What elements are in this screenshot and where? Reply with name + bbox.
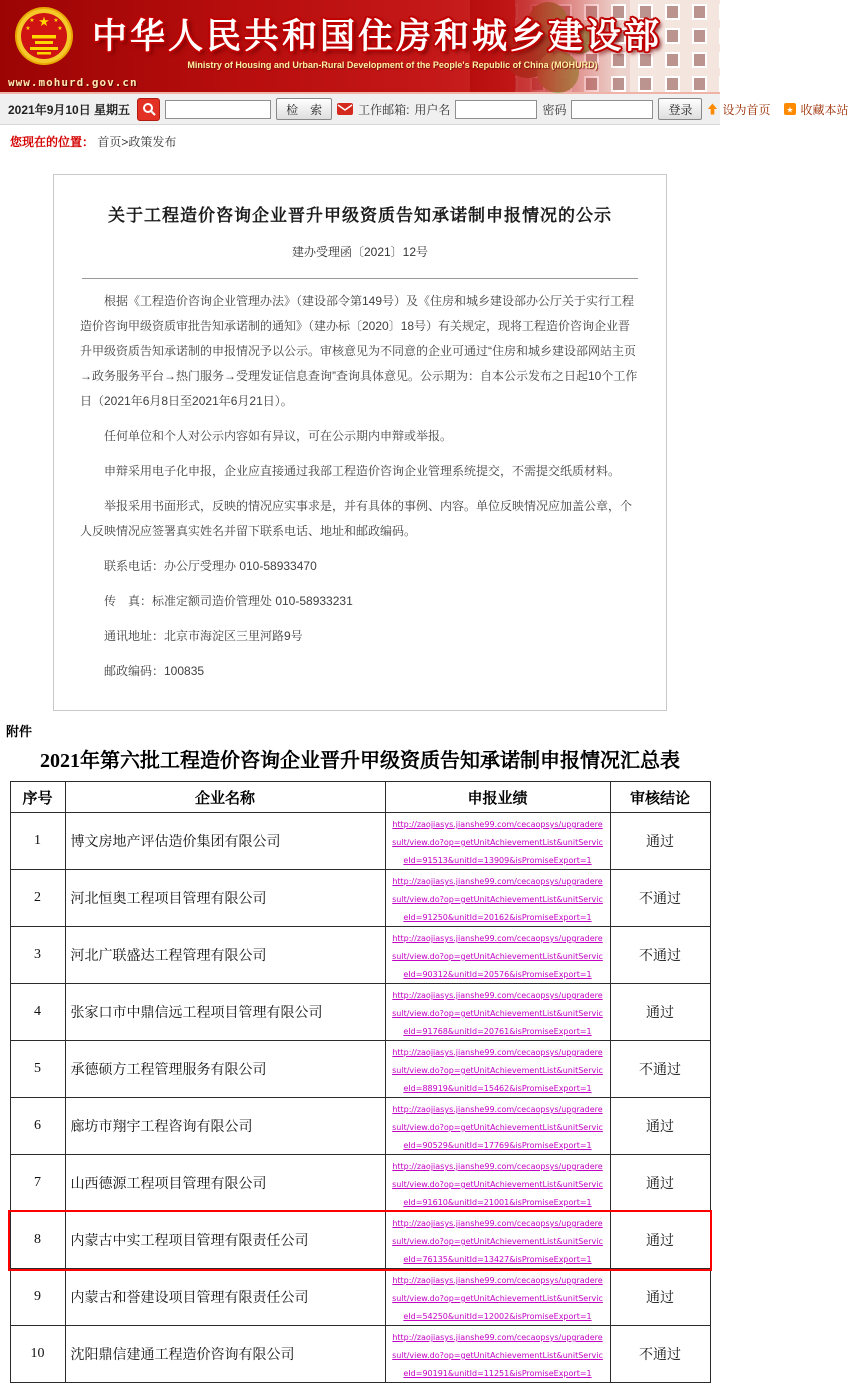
table-row (10, 1326, 710, 1383)
favorite-link[interactable]: 收藏本站 (800, 102, 849, 117)
col-header-company: 企业名称 (65, 782, 385, 813)
table-row (10, 927, 710, 984)
notice-paragraph: 申辩采用电子化申报，企业应直接通过我部工程造价咨询企业管理系统提交，不需提交纸质材料。 (104, 464, 621, 478)
company-name: 山西德源工程项目管理有限公司 (65, 1155, 385, 1212)
performance-link[interactable]: http://zaojiasys.jianshe99.com/cecaopsys/upgraderesult/view.do?op=getUnitAchievementList&unitServiceId=91768&unitId=20761&isPromiseExport=1 (392, 991, 603, 1036)
review-result: 通过 (610, 1269, 710, 1326)
row-no: 6 (10, 1098, 65, 1155)
site-header (0, 0, 720, 92)
breadcrumb-label: 您现在的位置： (10, 135, 95, 149)
row-no: 1 (10, 813, 65, 870)
national-emblem-icon (13, 5, 75, 67)
application-table (10, 781, 711, 1383)
contact-address: 通讯地址：北京市海淀区三里河路9号 (104, 629, 303, 643)
table-body (10, 813, 710, 1383)
notice-paragraph: 举报采用书面形式，反映的情况应实事求是，并有具体的事例、内容。单位反映情况应加盖公章，个人反映情况应签署真实姓名并留下联系电话、地址和邮政编码。 (80, 499, 633, 538)
table-row (10, 1155, 710, 1212)
row-no: 3 (10, 927, 65, 984)
review-result: 不通过 (610, 927, 710, 984)
performance-link[interactable]: http://zaojiasys.jianshe99.com/cecaopsys/upgraderesult/view.do?op=getUnitAchievementList&unitServiceId=88919&unitId=15462&isPromiseExport=1 (392, 1048, 603, 1093)
review-result: 不通过 (610, 1041, 710, 1098)
row-no: 2 (10, 870, 65, 927)
review-result: 不通过 (610, 1326, 710, 1383)
attachment-label: 附件 (6, 724, 33, 739)
performance-link[interactable]: http://zaojiasys.jianshe99.com/cecaopsys/upgraderesult/view.do?op=getUnitAchievementList&unitServiceId=91610&unitId=21001&isPromiseExport=1 (392, 1162, 603, 1207)
svg-text:★: ★ (29, 18, 35, 24)
company-name: 张家口市中鼎信远工程项目管理有限公司 (65, 984, 385, 1041)
col-header-result: 审核结论 (610, 782, 710, 813)
row-no: 5 (10, 1041, 65, 1098)
site-search-input[interactable] (165, 100, 271, 119)
favorite-icon (784, 103, 796, 115)
company-name: 承德硕方工程管理服务有限公司 (65, 1041, 385, 1098)
company-name: 内蒙古中实工程项目管理有限责任公司 (65, 1212, 385, 1269)
table-row-highlighted (10, 1212, 710, 1269)
review-result: 通过 (610, 1155, 710, 1212)
svg-text:★: ★ (53, 18, 59, 24)
contact-postcode: 邮政编码：100835 (104, 664, 205, 678)
site-subtitle-en: Ministry of Housing and Urban-Rural Development of the People's Republic of China (MOHURD) (187, 60, 598, 70)
mail-icon (337, 103, 353, 115)
review-result: 通过 (610, 1212, 710, 1269)
row-no: 8 (10, 1212, 65, 1269)
set-home-link[interactable]: 设为首页 (722, 102, 771, 117)
set-home-icon (707, 103, 718, 115)
col-header-performance: 申报业绩 (385, 782, 610, 813)
row-no: 4 (10, 984, 65, 1041)
company-name: 河北广联盛达工程管理有限公司 (65, 927, 385, 984)
row-no: 10 (10, 1326, 65, 1383)
svg-text:★: ★ (25, 26, 31, 32)
notice-document (53, 174, 667, 711)
username-label: 用户名 (414, 102, 451, 117)
table-row (10, 1041, 710, 1098)
contact-phone: 联系电话：办公厅受理办 010-58933470 (104, 559, 317, 573)
table-row (10, 813, 710, 870)
performance-link[interactable]: http://zaojiasys.jianshe99.com/cecaopsys/upgraderesult/view.do?op=getUnitAchievementList&unitServiceId=90191&unitId=11251&isPromiseExport=1 (392, 1333, 603, 1378)
search-icon[interactable] (137, 98, 160, 121)
performance-link[interactable]: http://zaojiasys.jianshe99.com/cecaopsys/upgraderesult/view.do?op=getUnitAchievementList&unitServiceId=54250&unitId=12002&isPromiseExport=1 (392, 1276, 603, 1321)
table-title: 2021年第六批工程造价咨询企业晋升甲级资质告知承诺制申报情况汇总表 (40, 750, 680, 772)
divider (82, 278, 638, 279)
table-row (10, 984, 710, 1041)
review-result: 通过 (610, 984, 710, 1041)
review-result: 通过 (610, 1098, 710, 1155)
username-input[interactable] (455, 100, 537, 119)
table-row (10, 1269, 710, 1326)
review-result: 通过 (610, 813, 710, 870)
table-header-row (10, 782, 710, 813)
performance-link[interactable]: http://zaojiasys.jianshe99.com/cecaopsys/upgraderesult/view.do?op=getUnitAchievementList&unitServiceId=90312&unitId=20576&isPromiseExport=1 (392, 934, 603, 979)
password-label: 密码 (542, 102, 567, 117)
notice-doc-number: 建办受理函〔2021〕12号 (291, 245, 429, 259)
notice-paragraph: 任何单位和个人对公示内容如有异议，可在公示期内申辩或举报。 (104, 429, 453, 443)
performance-link[interactable]: http://zaojiasys.jianshe99.com/cecaopsys/upgraderesult/view.do?op=getUnitAchievementList&unitServiceId=91513&unitId=13909&isPromiseExport=1 (392, 820, 603, 865)
password-input[interactable] (571, 100, 653, 119)
breadcrumb (0, 125, 720, 154)
row-no: 9 (10, 1269, 65, 1326)
performance-link[interactable]: http://zaojiasys.jianshe99.com/cecaopsys/upgraderesult/view.do?op=getUnitAchievementList&unitServiceId=90529&unitId=17769&isPromiseExport=1 (392, 1105, 603, 1150)
performance-link[interactable]: http://zaojiasys.jianshe99.com/cecaopsys/upgraderesult/view.do?op=getUnitAchievementList&unitServiceId=91250&unitId=20162&isPromiseExport=1 (392, 877, 603, 922)
company-name: 博文房地产评估造价集团有限公司 (65, 813, 385, 870)
col-header-no: 序号 (10, 782, 65, 813)
svg-text:★: ★ (57, 26, 63, 32)
row-no: 7 (10, 1155, 65, 1212)
svg-text:★: ★ (38, 14, 50, 29)
mail-label: 工作邮箱: (358, 102, 410, 117)
notice-title: 关于工程造价咨询企业晋升甲级资质告知承诺制申报情况的公示 (108, 206, 612, 225)
table-row (10, 1098, 710, 1155)
date-label: 2021年9月10日 星期五 (8, 102, 131, 117)
company-name: 河北恒奥工程项目管理有限公司 (65, 870, 385, 927)
svg-text:★: ★ (786, 105, 795, 115)
site-title: 中华人民共和国住房和城乡建设部 (92, 17, 663, 56)
company-name: 廊坊市翔宇工程咨询有限公司 (65, 1098, 385, 1155)
contact-fax: 传 真：标准定额司造价管理处 010-58933231 (104, 594, 353, 608)
site-url: www.mohurd.gov.cn (8, 76, 138, 89)
login-button[interactable]: 登录 (658, 98, 702, 120)
notice-paragraph: 根据《工程造价咨询企业管理办法》（建设部令第149号）及《住房和城乡建设部办公厅关于实行工程造价咨询甲级资质审批告知承诺制的通知》（建办标〔2020〕18号）有关规定，现将工程造价咨询企业晋升甲级资质告知承诺制的申报情况予以公示。审核意见为不同意的企业可通过“住房和城乡建设部网站主页→政务服务平台→热门服务→受理发证信息查询”查询具体意见。公示期为：自本公示发布之日起10个工作日（2021年6月8日至2021年6月21日）。 (80, 294, 638, 408)
search-button[interactable]: 检 索 (276, 98, 332, 120)
table-row (10, 870, 710, 927)
company-name: 内蒙古和誉建设项目管理有限责任公司 (65, 1269, 385, 1326)
toolbar (0, 92, 849, 125)
performance-link[interactable]: http://zaojiasys.jianshe99.com/cecaopsys/upgraderesult/view.do?op=getUnitAchievementList&unitServiceId=76135&unitId=13427&isPromiseExport=1 (392, 1219, 603, 1264)
company-name: 沈阳鼎信建通工程造价咨询有限公司 (65, 1326, 385, 1383)
breadcrumb-path[interactable]: 首页>政策发布 (97, 135, 177, 149)
review-result: 不通过 (610, 870, 710, 927)
